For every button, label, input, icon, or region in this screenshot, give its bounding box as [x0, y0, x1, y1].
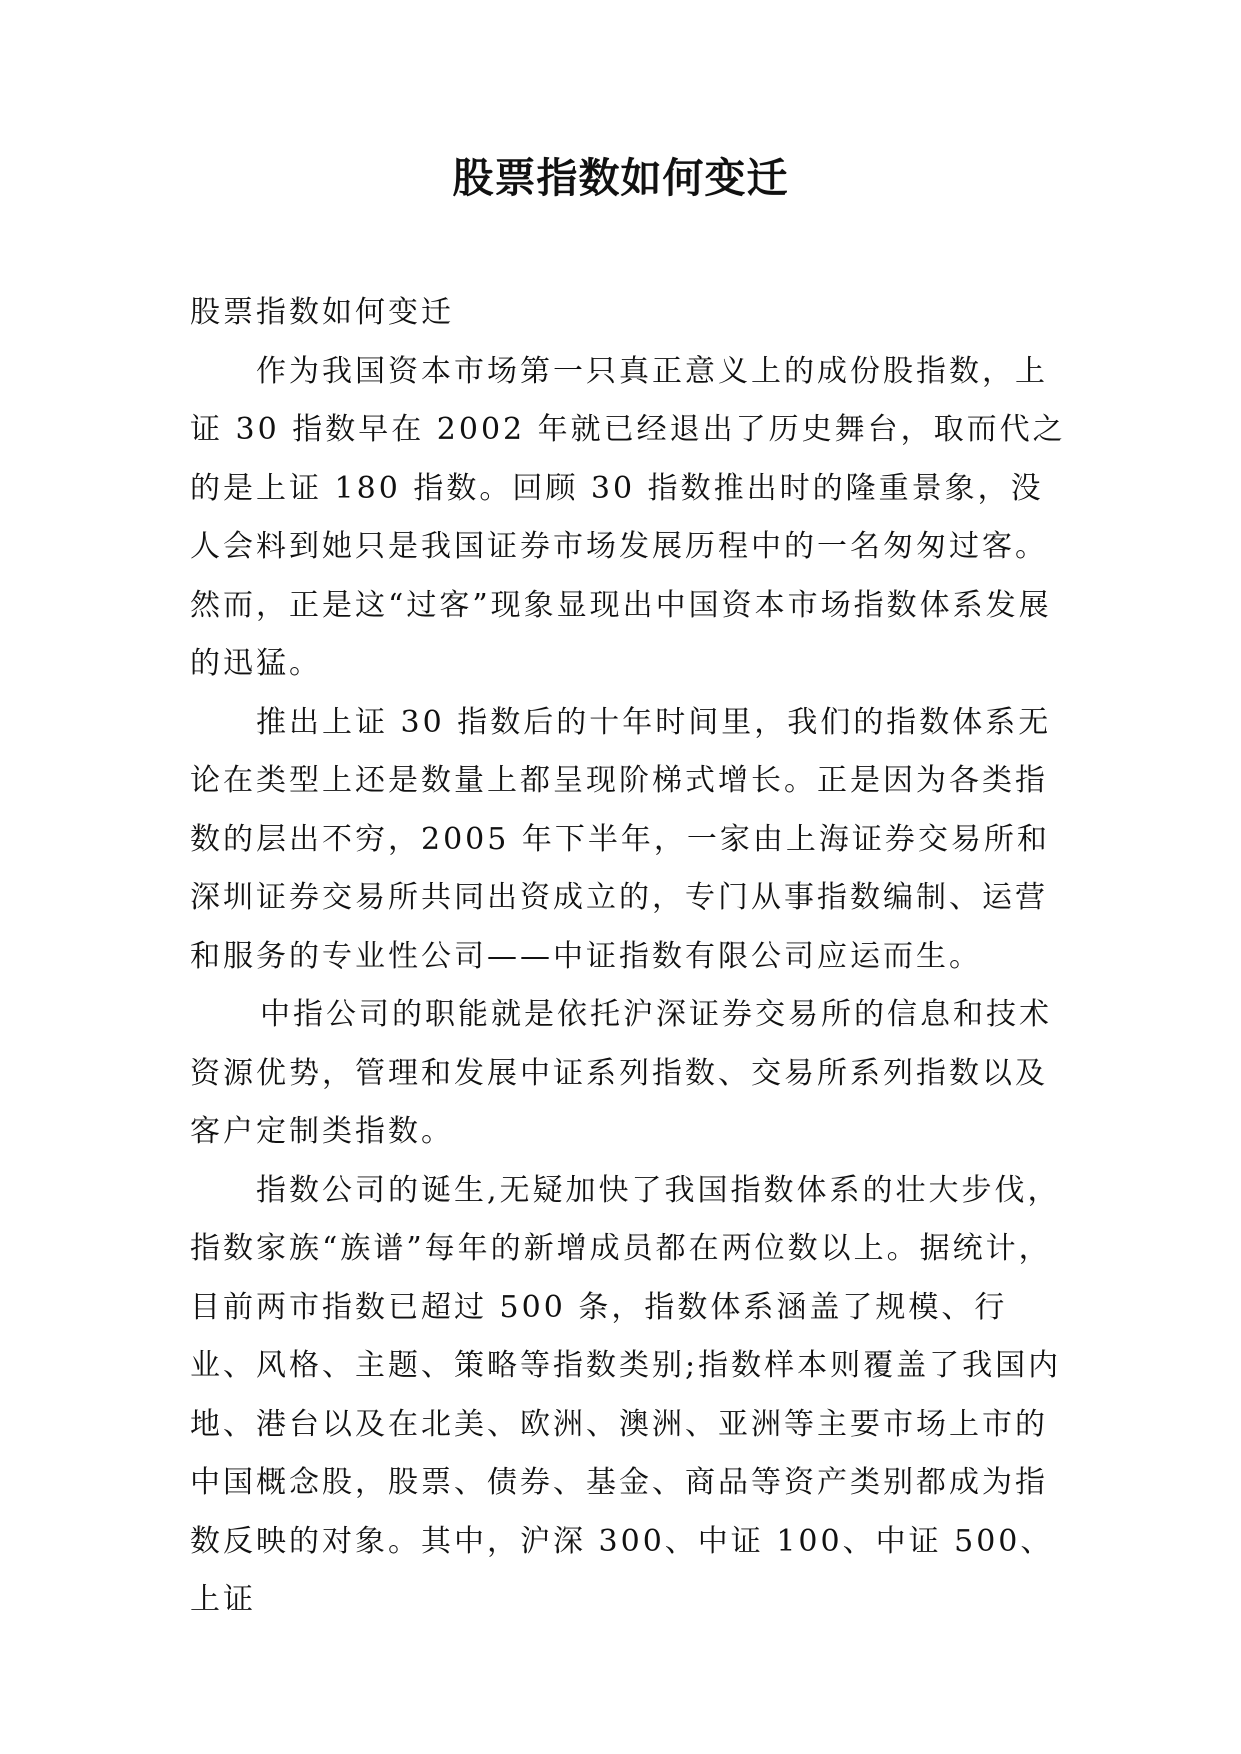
document-title: 股票指数如何变迁	[452, 154, 789, 202]
document-subtitle: 股票指数如何变迁	[190, 295, 454, 330]
paragraph-1: 作为我国资本市场第一只真正意义上的成份股指数，上证 30 指数早在 2002 年就已经退出了历史舞台，取而代之的是上证 180 指数。回顾 30 指数推出时的隆重景象，没人会料到她只是我国证券市场发展历程中的一名匆匆过客。然而，正是这“过客”现象显现出中国资本市场指数体系发展的迅猛。	[190, 353, 1066, 681]
paragraph-4: 指数公司的诞生,无疑加快了我国指数体系的壮大步伐，指数家族“族谱”每年的新增成员都在两位数以上。据统计，目前两市指数已超过 500 条，指数体系涵盖了规模、行业、风格、主题、策略等指数类别;指数样本则覆盖了我国内地、港台以及在北美、欧洲、澳洲、亚洲等主要市场上市的中国概念股，股票、债券、基金、商品等资产类别都成为指数反映的对象。其中，沪深 300、中证 100、中证 500、上证	[190, 1172, 1062, 1617]
paragraph-2: 推出上证 30 指数后的十年时间里，我们的指数体系无论在类型上还是数量上都呈现阶梯式增长。正是因为各类指数的层出不穷，2005 年下半年，一家由上海证券交易所和深圳证券交易所共同出资成立的，专门从事指数编制、运营和服务的专业性公司——中证指数有限公司应运而生。	[190, 704, 1052, 974]
document-body	[190, 284, 1070, 1630]
paragraph-3: 中指公司的职能就是依托沪深证券交易所的信息和技术资源优势，管理和发展中证系列指数、交易所系列指数以及客户定制类指数。	[190, 997, 1052, 1149]
